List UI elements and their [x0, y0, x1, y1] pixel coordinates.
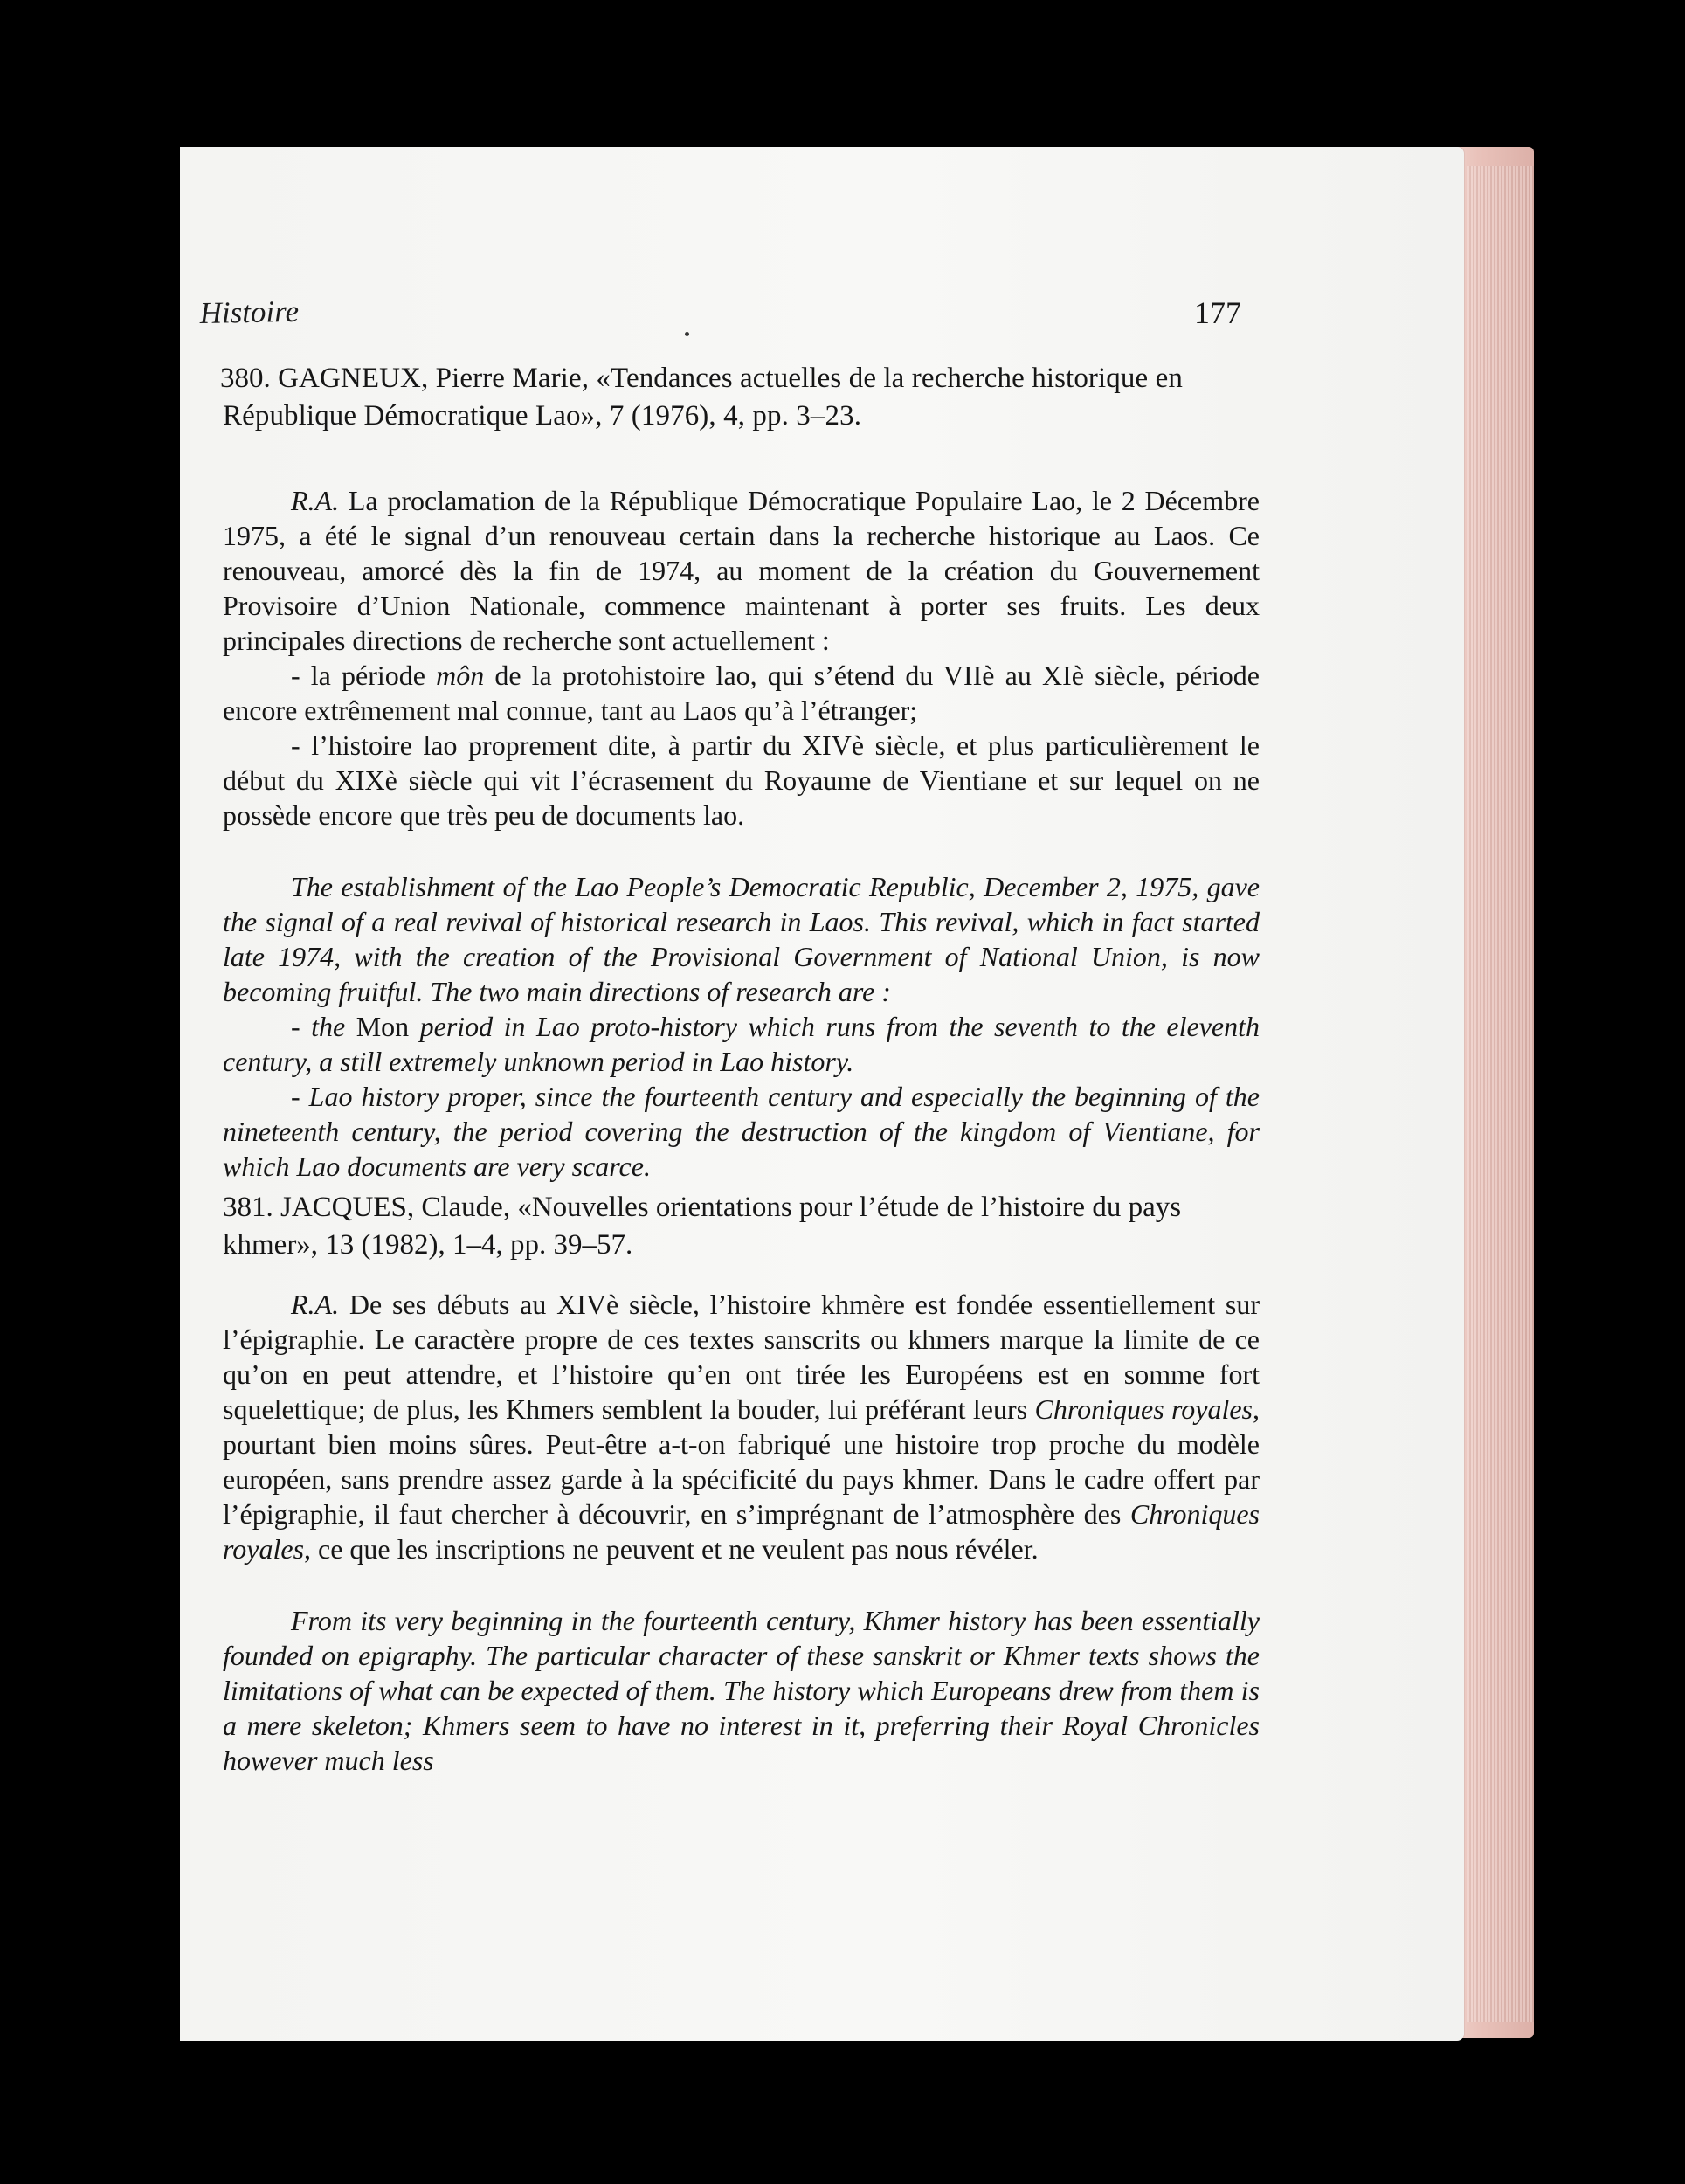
- abstract-label: R.A.: [291, 485, 340, 516]
- bibliography-entry-381: [223, 1189, 1260, 1778]
- page-number: 177: [1194, 295, 1241, 330]
- french-abstract: [223, 1287, 1260, 1566]
- page-content: [220, 360, 1260, 1778]
- english-abstract: [223, 1603, 1260, 1778]
- french-abstract-emphasis-2: Chroniques royales: [223, 1498, 1260, 1565]
- entry-title: [223, 1189, 1260, 1264]
- spacer: [223, 1566, 1260, 1588]
- french-abstract-text: [223, 1287, 1260, 1566]
- english-list-item-1: [223, 1009, 1260, 1079]
- page-stack-shadow: [1467, 166, 1534, 2022]
- french-abstract: [223, 483, 1260, 833]
- french-list-item-1-emphasis: môn: [436, 660, 485, 691]
- entry-citation: JACQUES, Claude, «Nouvelles orientations pour l’étude de l’histoire du pays khmer», 13 (1982), 1–4, pp. 39–57.: [223, 1192, 1182, 1261]
- english-list-item-1-suffix: period in Lao proto-history which runs from the seventh to the eleventh century, a still extremely unknown period in Lao history.: [223, 1011, 1260, 1077]
- french-abstract-emphasis-1: Chroniques royales: [1034, 1393, 1253, 1425]
- entry-number: 380.: [220, 363, 271, 394]
- spacer: [223, 435, 1260, 464]
- french-abstract-part-c: , ce que les inscriptions ne peuvent et ne veulent pas nous révéler.: [304, 1533, 1039, 1565]
- french-abstract-text: La proclamation de la République Démocratique Populaire Lao, le 2 Décembre 1975, a été le signal d’un renouveau certain dans la recherche historique au Laos. Ce renouveau, amorcé dès la fin de 1974, au moment de la création du Gouvernement Provisoire d’Union Nationale, commence maintenant à porter ses fruits. Les deux principales directions de recherche sont actuellement :: [223, 485, 1260, 656]
- french-abstract-part-a: De ses débuts au XIVè siècle, l’histoire khmère est fondée essentiellement sur l’épigraphie. Le caractère propre de ces textes sanscrits ou khmers marque la limite de ce qu’on en peut attendre, et l’histoire qu’en ont tirée les Européens est en somme fort squelettique; de plus, les Khmers semblent la bouder, lui préférant leurs: [223, 1289, 1260, 1425]
- english-abstract: [223, 869, 1260, 1184]
- running-head: Histoire: [199, 294, 300, 331]
- french-list-item-1-suffix: de la protohistoire lao, qui s’étend du VIIè au XIè siècle, période encore extrêmement mal connue, tant au Laos qu’à l’étranger;: [223, 660, 1260, 726]
- abstract-label: R.A.: [291, 1289, 340, 1320]
- english-abstract-intro: The establishment of the Lao People’s Democratic Republic, December 2, 1975, gave the signal of a real revival of historical research in Laos. This revival, which in fact started late 1974, with the creation of the Provisional Government of National Union, is now becoming fruitful. The two main directions of research are :: [223, 871, 1260, 1007]
- entry-title: [220, 360, 1260, 435]
- english-list-item-1-roman: Mon: [356, 1011, 410, 1042]
- printed-dot-mark: [685, 332, 689, 336]
- french-list-item-2: - l’histoire lao proprement dite, à partir du XIVè siècle, et plus particulièrement le début du XIXè siècle qui vit l’écrasement du Royaume de Vientiane et sur lequel on ne possède encore que très peu de documents lao.: [223, 729, 1260, 831]
- french-list-item-1: [223, 658, 1260, 728]
- french-list-item-1-prefix: - la période: [291, 660, 437, 691]
- entry-number: 381.: [223, 1192, 273, 1223]
- entry-citation: GAGNEUX, Pierre Marie, «Tendances actuelles de la recherche historique en République Démocratique Lao», 7 (1976), 4, pp. 3–23.: [223, 363, 1183, 432]
- english-abstract-text: From its very beginning in the fourteenth century, Khmer history has been essentially founded on epigraphy. The particular character of these sanskrit or Khmer texts shows the limitations of what can be expected of them. The history which Europeans drew from them is a mere skeleton; Khmers seem to have no interest in it, preferring their Royal Chronicles however much less: [223, 1605, 1260, 1776]
- bibliography-entry-380: [220, 360, 1260, 1184]
- english-list-item-2: - Lao history proper, since the fourteenth century and especially the beginning of the nineteenth century, the period covering the destruction of the kingdom of Vientiane, for which Lao documents are very scarce.: [223, 1081, 1260, 1182]
- spacer: [223, 833, 1260, 854]
- english-list-item-1-prefix: - the: [291, 1011, 356, 1042]
- french-abstract-part-b: , pourtant bien moins sûres. Peut-être a-t-on fabriqué une histoire trop proche du modèle européen, sans prendre assez garde à la spécificité du pays khmer. Dans le cadre offert par l’épigraphie, il faut chercher à découvrir, en s’imprégnant de l’atmosphère des: [223, 1393, 1260, 1530]
- french-abstract-intro: [223, 483, 1260, 658]
